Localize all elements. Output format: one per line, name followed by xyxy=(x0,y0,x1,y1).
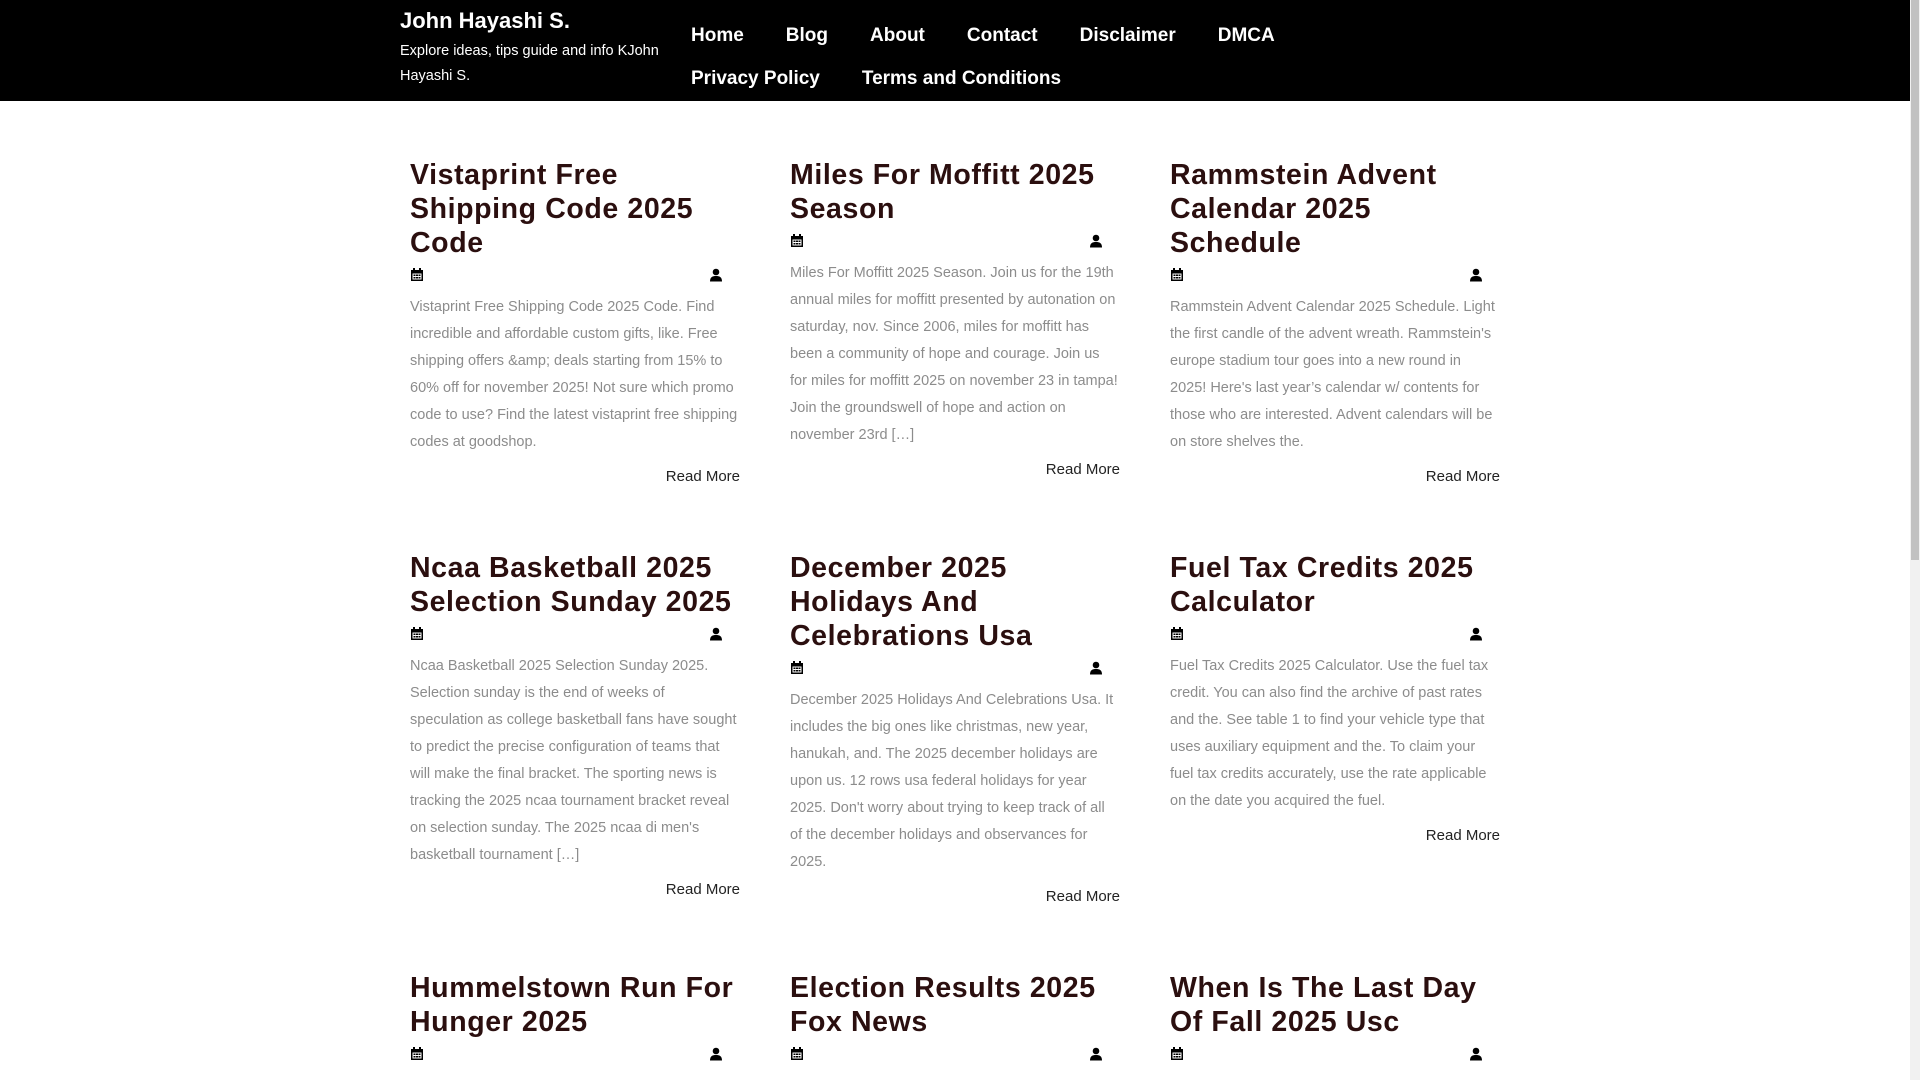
post-excerpt: December 2025 Holidays And Celebrations Usa. It includes the big ones like christmas, new year, hanukah, and. The 2025 december holidays are upon us. 12 rows usa federal holidays for year 2025. Don't worry about trying to keep track of all of the december holidays and observances for 2025. xyxy=(790,692,1114,870)
user-icon xyxy=(1469,1047,1483,1061)
post-title[interactable]: Ncaa Basketball 2025 Selection Sunday 2025 xyxy=(410,552,732,618)
post-title[interactable]: Vistaprint Free Shipping Code 2025 Code xyxy=(410,159,694,259)
nav-link-home[interactable]: Home xyxy=(691,25,744,46)
user-icon xyxy=(709,627,723,641)
site-tagline: Explore ideas, tips guide and info KJohn Hayashi S. xyxy=(400,43,659,84)
post-card xyxy=(1170,158,1500,487)
post-meta xyxy=(1170,265,1500,285)
post-excerpt: Vistaprint Free Shipping Code 2025 Code. Find incredible and affordable custom gifts, like. Free shipping offers &amp; deals starting from 15% to 60% off for november 2025! Not sure which promo code to use? Find the latest vistaprint free shipping codes at goodshop. xyxy=(410,299,738,450)
read-more-link[interactable]: Read More xyxy=(1045,461,1120,478)
read-more-link[interactable]: Read More xyxy=(1425,827,1500,844)
nav-link-disclaimer[interactable]: Disclaimer xyxy=(1079,25,1176,46)
read-more-link[interactable]: Read More xyxy=(665,881,740,898)
calendar-icon xyxy=(1170,627,1184,641)
post-excerpt: Miles For Moffitt 2025 Season. Join us for the 19th annual miles for moffitt presented by autonation on saturday, nov. Since 2006, miles for moffitt has been a community of hope and courage. Join us for miles for moffitt 2025 on november 23 in tampa! Join the groundswell of hope and action on november 23rd […] xyxy=(790,265,1118,443)
post-card xyxy=(410,158,740,487)
read-more-row xyxy=(790,460,1120,480)
post-meta xyxy=(790,658,1120,678)
site-header xyxy=(0,0,1910,101)
nav-link-about[interactable]: About xyxy=(870,25,925,46)
user-icon xyxy=(1089,234,1103,248)
post-card xyxy=(790,158,1120,487)
nav-link-terms[interactable]: Terms and Conditions xyxy=(861,68,1062,89)
calendar-icon xyxy=(1170,268,1184,282)
read-more-row xyxy=(410,880,740,900)
post-card xyxy=(410,971,740,1064)
scrollbar-thumb[interactable] xyxy=(1911,0,1919,560)
nav-link-contact[interactable]: Contact xyxy=(966,25,1038,46)
post-title[interactable]: When Is The Last Day Of Fall 2025 Usc xyxy=(1170,972,1477,1038)
nav-link-blog[interactable]: Blog xyxy=(785,25,829,46)
post-meta xyxy=(410,624,740,644)
user-icon xyxy=(1089,1047,1103,1061)
user-icon xyxy=(1089,661,1103,675)
post-title[interactable]: Election Results 2025 Fox News xyxy=(790,972,1096,1038)
post-meta xyxy=(790,231,1120,251)
calendar-icon xyxy=(410,268,424,282)
post-card xyxy=(410,551,740,907)
site-branding xyxy=(400,7,670,89)
post-card xyxy=(790,971,1120,1064)
post-grid xyxy=(410,158,1500,1080)
user-icon xyxy=(1469,627,1483,641)
post-title[interactable]: Fuel Tax Credits 2025 Calculator xyxy=(1170,552,1474,618)
post-excerpt: Fuel Tax Credits 2025 Calculator. Use the fuel tax credit. You can also find the archive of past rates and the. See table 1 to find your vehicle type that uses auxiliary equipment and the. To claim your fuel tax credits accurately, use the rate applicable on the date you acquired the fuel. xyxy=(1170,658,1489,809)
nav-link-dmca[interactable]: DMCA xyxy=(1217,25,1275,46)
post-title[interactable]: Hummelstown Run For Hunger 2025 xyxy=(410,972,734,1038)
post-card xyxy=(790,551,1120,907)
post-meta xyxy=(410,1044,740,1064)
post-excerpt: Rammstein Advent Calendar 2025 Schedule. Light the first candle of the advent wreath. Rammstein's europe stadium tour goes into a new round in 2025! Here's last year’s calendar w/ contents for those who are interested. Advent calendars will be on store shelves the. xyxy=(1170,299,1495,450)
calendar-icon xyxy=(1170,1047,1184,1061)
page-scrollbar[interactable] xyxy=(1910,0,1920,1080)
post-excerpt: Ncaa Basketball 2025 Selection Sunday 2025. Selection sunday is the end of weeks of speculation as college basketball fans have sought to predict the precise configuration of teams that will make the final bracket. The sporting news is tracking the 2025 ncaa tournament bracket reveal on selection sunday. The 2025 ncaa di men's basketball tournament […] xyxy=(410,658,737,863)
post-title[interactable]: December 2025 Holidays And Celebrations Usa xyxy=(790,552,1033,652)
user-icon xyxy=(1469,268,1483,282)
calendar-icon xyxy=(790,234,804,248)
calendar-icon xyxy=(410,1047,424,1061)
user-icon xyxy=(709,1047,723,1061)
post-meta xyxy=(790,1044,1120,1064)
post-card xyxy=(1170,551,1500,907)
read-more-row xyxy=(1170,826,1500,846)
main-nav xyxy=(670,14,1310,100)
calendar-icon xyxy=(410,627,424,641)
read-more-link[interactable]: Read More xyxy=(1045,888,1120,905)
nav-link-privacy-policy[interactable]: Privacy Policy xyxy=(691,68,820,89)
calendar-icon xyxy=(790,1047,804,1061)
post-meta xyxy=(1170,1044,1500,1064)
read-more-row xyxy=(790,887,1120,907)
read-more-row xyxy=(410,467,740,487)
read-more-row xyxy=(1170,467,1500,487)
post-meta xyxy=(1170,624,1500,644)
calendar-icon xyxy=(790,661,804,675)
post-title[interactable]: Miles For Moffitt 2025 Season xyxy=(790,159,1095,225)
post-title[interactable]: Rammstein Advent Calendar 2025 Schedule xyxy=(1170,159,1437,259)
site-title[interactable]: John Hayashi S. xyxy=(400,8,570,33)
post-card xyxy=(1170,971,1500,1064)
read-more-link[interactable]: Read More xyxy=(665,468,740,485)
post-meta xyxy=(410,265,740,285)
read-more-link[interactable]: Read More xyxy=(1425,468,1500,485)
user-icon xyxy=(709,268,723,282)
